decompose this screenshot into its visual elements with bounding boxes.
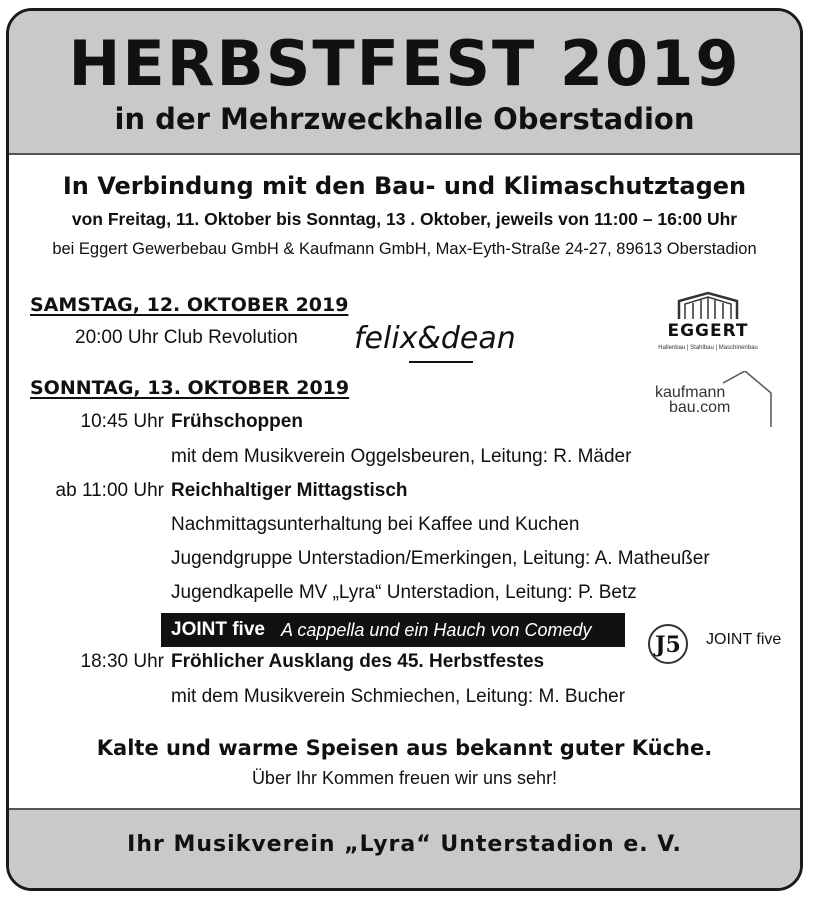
event-subtitle: in der Mehrzweckhalle Oberstadion [114,102,695,136]
time-1830: 18:30 Uhr [80,651,164,672]
kaufmann-line2: bau.com [669,399,731,416]
event-title: HERBSTFEST 2019 [68,27,741,100]
eggert-hall-icon [649,291,767,323]
felix-dean-logo-underline [409,361,473,363]
detail-jugendkapelle: Jugendkapelle MV „Lyra“ Unterstadion, Leitung: P. Betz [171,582,637,603]
detail-schmiechen: mit dem Musikverein Schmiechen, Leitung: M. Bucher [171,686,626,707]
eggert-tagline: Hallenbau | Stahlbau | Maschinenbau [658,345,758,351]
time-1045: 10:45 Uhr [80,411,164,432]
intro-address: bei Eggert Gewerbebau GmbH & Kaufmann GmbH, Max-Eyth-Straße 24-27, 89613 Oberstadion [52,240,757,258]
eggert-name: EGGERT [667,321,749,341]
footer-signature: Ihr Musikverein „Lyra“ Unterstadion e. V. [127,832,682,857]
eggert-logo [649,291,767,359]
joint-five-tagline: A cappella und ein Hauch von Comedy [280,619,592,640]
event-mittagstisch: Reichhaltiger Mittagstisch [171,480,408,501]
event-ausklang: Fröhlicher Ausklang des 45. Herbstfestes [171,651,545,672]
footer-band [9,808,800,888]
time-1100: ab 11:00 Uhr [55,480,164,501]
closing-welcome: Über Ihr Kommen freuen wir uns sehr! [251,768,558,788]
event-fruehschoppen: Frühschoppen [171,411,303,432]
joint-five-logo [646,622,690,666]
detail-oggelsbeuren: mit dem Musikverein Oggelsbeuren, Leitung: R. Mäder [171,446,632,467]
intro-heading: In Verbindung mit den Bau- und Klimaschutztagen [62,172,747,200]
kaufmann-name [655,385,730,415]
saturday-heading: SAMSTAG, 12. OKTOBER 2019 [30,294,349,316]
felix-dean-logo: felix&dean [354,321,516,356]
saturday-event: 20:00 Uhr Club Revolution [75,327,298,348]
joint-five-logo-label: JOINT five [706,631,782,648]
closing-food: Kalte und warme Speisen aus bekannt guter Küche. [96,736,713,760]
flyer-frame [6,8,803,891]
sunday-heading: SONNTAG, 13. OKTOBER 2019 [30,377,350,399]
header-band [9,11,800,155]
joint-five-logo-mark: J5 [655,632,681,658]
kaufmann-line1: kaufmann [655,384,726,401]
joint-five-banner [161,613,625,647]
joint-five-name: JOINT five [171,619,265,640]
intro-dates: von Freitag, 11. Oktober bis Sonntag, 13 . Oktober, jeweils von 11:00 – 16:00 Uhr [71,209,738,229]
kaufmann-logo [653,371,773,431]
detail-jugendgruppe: Jugendgruppe Unterstadion/Emerkingen, Leitung: A. Matheußer [171,548,710,569]
detail-kaffee: Nachmittagsunterhaltung bei Kaffee und Kuchen [171,514,580,535]
